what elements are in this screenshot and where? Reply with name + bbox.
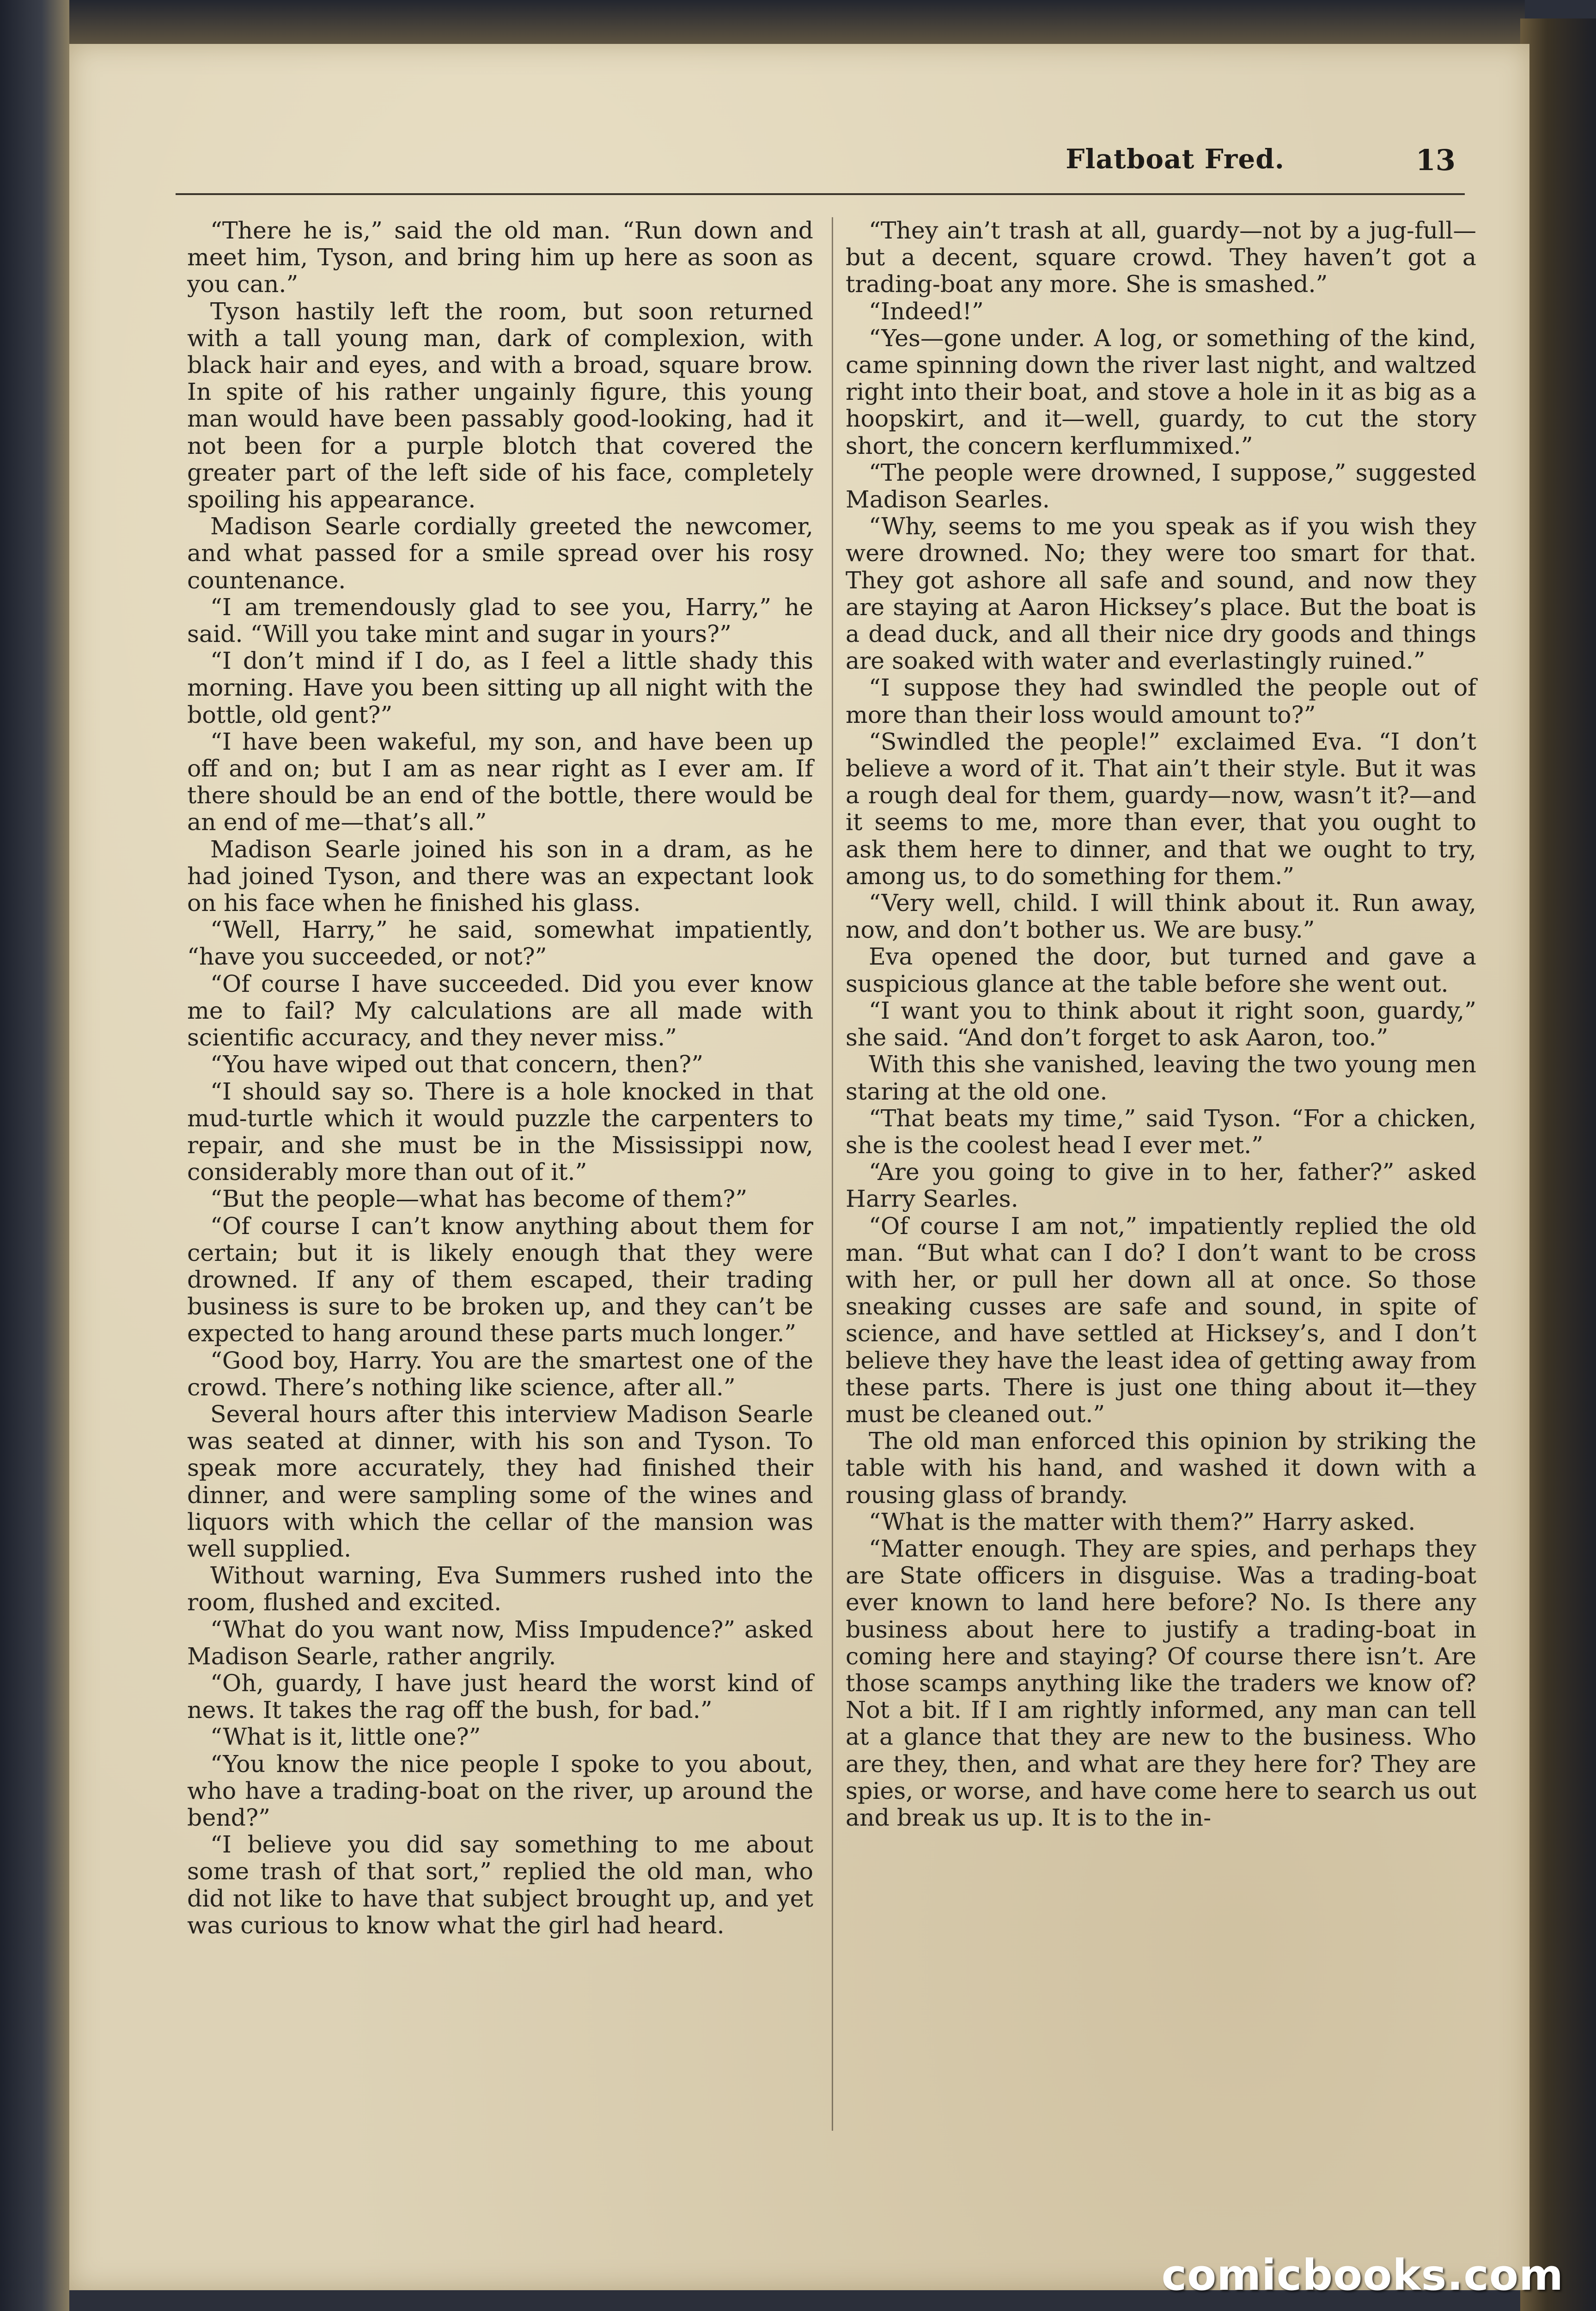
paragraph: “Of course I have succeeded. Did you ever know me to fail? My calculations are all made with scientific accuracy, and they never miss.” <box>187 970 813 1052</box>
running-title: Flatboat Fred. <box>1066 143 1285 175</box>
paragraph: “Very well, child. I will think about it. Run away, now, and don’t bother us. We are busy.” <box>846 889 1476 944</box>
paragraph: “Swindled the people!” exclaimed Eva. “I don’t believe a word of it. That ain’t their style. But it was a rough deal for them, guardy—now, wasn’t it?—and it seems to me, more than ever, that you ought to ask them here to dinner, and that we ought to try, among us, to do something for them.” <box>846 728 1476 890</box>
left-column <box>187 217 813 1939</box>
paragraph: “Why, seems to me you speak as if you wish they were drowned. No; they were too smart for that. They got ashore all safe and sound, and now they are staying at Aaron Hicksey’s place. But the boat is a dead duck, and all their nice dry goods and things are soaked with water and everlastingly ruined.” <box>846 513 1476 675</box>
scan-background-top <box>69 0 1525 44</box>
paragraph: “Oh, guardy, I have just heard the worst kind of news. It takes the rag off the bush, for bad.” <box>187 1669 813 1724</box>
page-header <box>176 143 1460 185</box>
paragraph: “Matter enough. They are spies, and perhaps they are State officers in disguise. Was a trading-boat ever known to land here before? No. Is there any business about here to justify a trading-boat in coming here and staying? Of course there isn’t. Are those scamps anything like the traders we know of? Not a bit. If I am rightly informed, any man can tell at a glance that they are new to the business. Who are they, then, and what are they here for? They are spies, or worse, and have come here to search us out and break us up. It is to the in- <box>846 1535 1476 1831</box>
paragraph: With this she vanished, leaving the two young men staring at the old one. <box>846 1051 1476 1105</box>
paragraph: “I suppose they had swindled the people out of more than their loss would amount to?” <box>846 674 1476 728</box>
paragraph: “Indeed!” <box>869 297 984 325</box>
paragraph: Tyson hastily left the room, but soon returned with a tall young man, dark of complexion, with black hair and eyes, and with a broad, square brow. In spite of his rather ungainly figure, this young man would have been passably good-looking, had it not been for a purple blotch that covered the greater part of the left side of his face, completely spoiling his appearance. <box>187 297 813 514</box>
paragraph: “Yes—gone under. A log, or something of the kind, came spinning down the river last night, and waltzed right into their boat, and stove a hole in it as big as a hoopskirt, and it—well, guardy, to cut the story short, the concern kerflummixed.” <box>846 324 1476 459</box>
paragraph: The old man enforced this opinion by striking the table with his hand, and washed it down with a rousing glass of brandy. <box>846 1427 1476 1509</box>
paragraph: “Good boy, Harry. You are the smartest one of the crowd. There’s nothing like science, after all.” <box>187 1346 813 1401</box>
paragraph: “I should say so. There is a hole knocked in that mud-turtle which it would puzzle the carpenters to repair, and she must be in the Mississippi now, considerably more than out of it.” <box>187 1077 813 1186</box>
page-number: 13 <box>1415 143 1456 177</box>
paragraph: “They ain’t trash at all, guardy—not by a jug-full—but a decent, square crowd. They haven’t got a trading-boat any more. She is smashed.” <box>846 217 1476 298</box>
paragraph: “That beats my time,” said Tyson. “For a chicken, she is the coolest head I ever met.” <box>846 1104 1476 1159</box>
paragraph: “There he is,” said the old man. “Run down and meet him, Tyson, and bring him up here as soon as you can.” <box>187 217 813 298</box>
scan-background-left <box>0 0 69 2311</box>
scan-background-right <box>1520 18 1596 2311</box>
paragraph: “But the people—what has become of them?” <box>210 1185 748 1213</box>
header-rule <box>176 193 1465 195</box>
paragraph: “I am tremendously glad to see you, Harry,” he said. “Will you take mint and sugar in yours?” <box>187 593 813 648</box>
paragraph: “Of course I am not,” impatiently replied the old man. “But what can I do? I don’t want to be cross with her, or pull her down all at once. So those sneaking cusses are safe and sound, in spite of science, and have settled at Hicksey’s, and I don’t believe they have the least idea of getting away from these parts. There is just one thing about it—they must be cleaned out.” <box>846 1212 1476 1428</box>
paragraph: Madison Searle joined his son in a dram, as he had joined Tyson, and there was an expectant look on his face when he finished his glass. <box>187 835 813 917</box>
paragraph: Eva opened the door, but turned and gave a suspicious glance at the table before she went out. <box>846 943 1476 997</box>
paragraph: “I believe you did say something to me about some trash of that sort,” replied the old man, who did not like to have that subject brought up, and yet was curious to know what the girl had heard. <box>187 1831 813 1939</box>
paragraph: “You have wiped out that concern, then?” <box>210 1051 704 1078</box>
paragraph: “What is it, little one?” <box>210 1723 481 1751</box>
paragraph: “You know the nice people I spoke to you about, who have a trading-boat on the river, up around the bend?” <box>187 1750 813 1831</box>
watermark-text: comicbooks.com <box>1161 2250 1564 2300</box>
paragraph: “Are you going to give in to her, father?” asked Harry Searles. <box>846 1158 1476 1213</box>
column-divider <box>832 217 833 2131</box>
paragraph: “Of course I can’t know anything about them for certain; but it is likely enough that they were drowned. If any of them escaped, their trading business is sure to be broken up, and they can’t be expected to hang around these parts much longer.” <box>187 1212 813 1347</box>
paragraph: Without warning, Eva Summers rushed into the room, flushed and excited. <box>187 1562 813 1616</box>
paragraph: “I don’t mind if I do, as I feel a little shady this morning. Have you been sitting up all night with the bottle, old gent?” <box>187 647 813 728</box>
paragraph: “Well, Harry,” he said, somewhat impatiently, “have you succeeded, or not?” <box>187 916 813 971</box>
paragraph: Madison Searle cordially greeted the newcomer, and what passed for a smile spread over his rosy countenance. <box>187 513 813 594</box>
paragraph: “What is the matter with them?” Harry asked. <box>869 1508 1416 1535</box>
right-column <box>846 217 1476 1831</box>
paragraph: Several hours after this interview Madison Searle was seated at dinner, with his son and Tyson. To speak more accurately, they had finished their dinner, and were sampling some of the wines and liquors with which the cellar of the mansion was well supplied. <box>187 1400 813 1562</box>
paragraph: “I want you to think about it right soon, guardy,” she said. “And don’t forget to ask Aaron, too.” <box>846 997 1476 1052</box>
paragraph: “I have been wakeful, my son, and have been up off and on; but I am as near right as I ever am. If there should be an end of the bottle, there would be an end of me—that’s all.” <box>187 728 813 836</box>
paragraph: “What do you want now, Miss Impudence?” asked Madison Searle, rather angrily. <box>187 1615 813 1670</box>
paragraph: “The people were drowned, I suppose,” suggested Madison Searles. <box>846 459 1476 514</box>
